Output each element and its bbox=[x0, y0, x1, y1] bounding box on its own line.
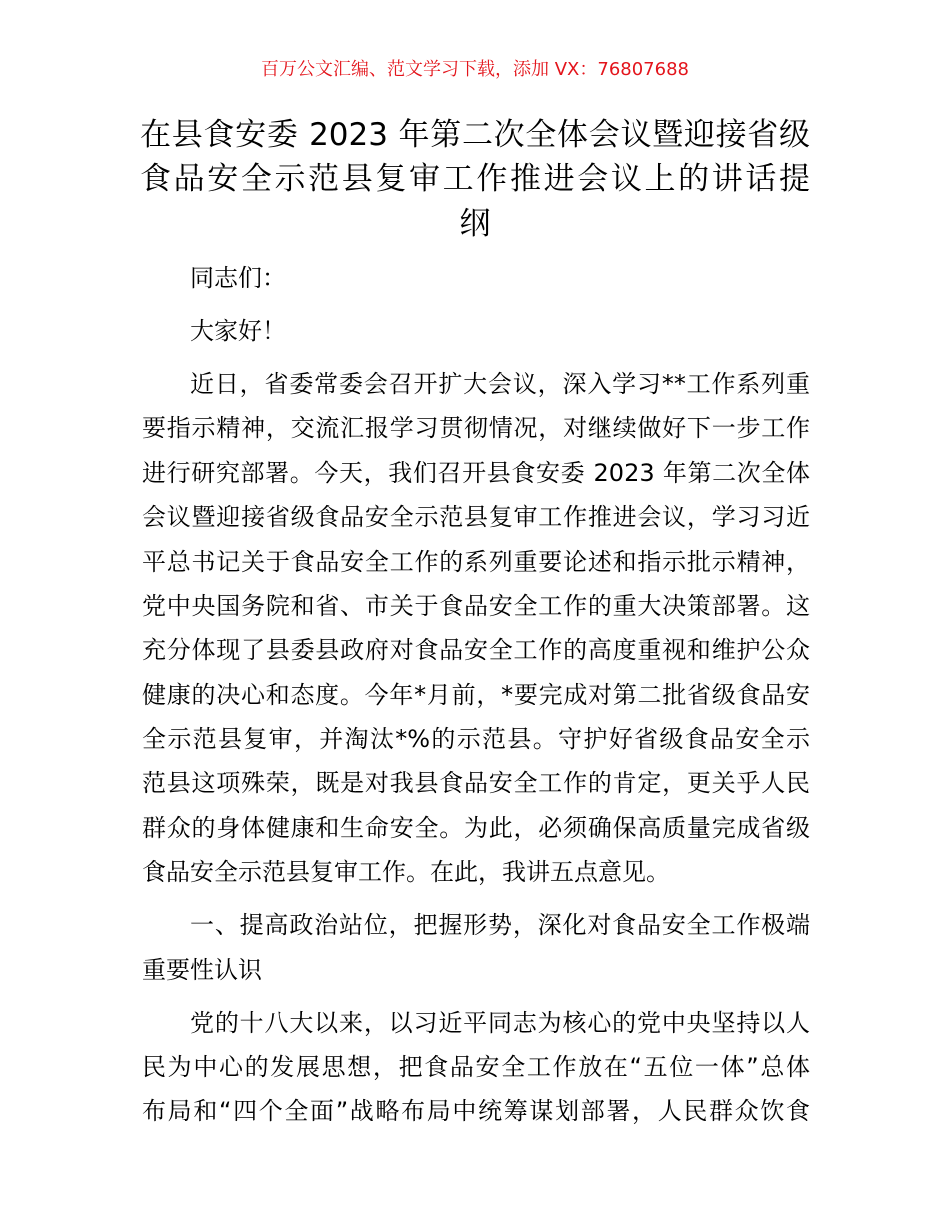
text-line: 党的十八大以来，以习近平同志为核心的党中央坚持以人 bbox=[190, 1008, 810, 1037]
title-line: 在县食安委 2023 年第二次全体会议暨迎接省级 bbox=[140, 117, 810, 153]
document-body bbox=[142, 256, 810, 1142]
text-line: 平总书记关于食品安全工作的系列重要论述和指示批示精神， bbox=[142, 547, 810, 576]
text-line: 党中央国务院和省、市关于食品安全工作的重大决策部署。这 bbox=[142, 591, 810, 620]
paragraph-section-1 bbox=[142, 1001, 810, 1134]
text-line: 食品安全示范县复审工作。在此，我讲五点意见。 bbox=[142, 858, 670, 887]
text-line: 会议暨迎接省级食品安全示范县复审工作推进会议，学习习近 bbox=[142, 503, 810, 532]
title-line: 食品安全示范县复审工作推进会议上的讲话提 bbox=[140, 161, 810, 198]
document-title bbox=[140, 113, 810, 246]
text-line: 范县这项殊荣，既是对我县食品安全工作的肯定，更关乎人民 bbox=[142, 769, 810, 798]
greeting bbox=[142, 309, 810, 353]
text-line: 同志们： bbox=[190, 264, 286, 292]
text-line: 布局和“四个全面”战略布局中统筹谋划部署，人民群众饮食 bbox=[142, 1097, 810, 1126]
text-line: 要指示精神，交流汇报学习贯彻情况，对继续做好下一步工作 bbox=[142, 414, 810, 443]
text-line: 大家好！ bbox=[190, 316, 286, 345]
text-line: 重要性认识 bbox=[142, 955, 262, 984]
salutation bbox=[142, 256, 810, 300]
paragraph-intro bbox=[142, 362, 810, 895]
title-line: 纲 bbox=[459, 205, 491, 242]
text-line: 充分体现了县委县政府对食品安全工作的高度重视和维护公众 bbox=[142, 636, 810, 665]
text-line: 一、提高政治站位，把握形势，深化对食品安全工作极端 bbox=[190, 911, 810, 940]
text-line: 进行研究部署。今天，我们召开县食安委 2023 年第二次全体 bbox=[142, 458, 810, 487]
text-line: 民为中心的发展思想，把食品安全工作放在“五位一体”总体 bbox=[142, 1053, 810, 1082]
section-heading-1 bbox=[142, 903, 810, 992]
text-line: 健康的决心和态度。今年*月前，*要完成对第二批省级食品安 bbox=[142, 680, 810, 709]
text-line: 近日，省委常委会召开扩大会议，深入学习**工作系列重 bbox=[190, 369, 810, 398]
header-watermark: 百万公文汇编、范文学习下载，添加 VX：76807688 bbox=[261, 59, 689, 80]
text-line: 群众的身体健康和生命安全。为此，必须确保高质量完成省级 bbox=[142, 813, 810, 842]
text-line: 全示范县复审，并淘汰*%的示范县。守护好省级食品安全示 bbox=[142, 725, 810, 754]
